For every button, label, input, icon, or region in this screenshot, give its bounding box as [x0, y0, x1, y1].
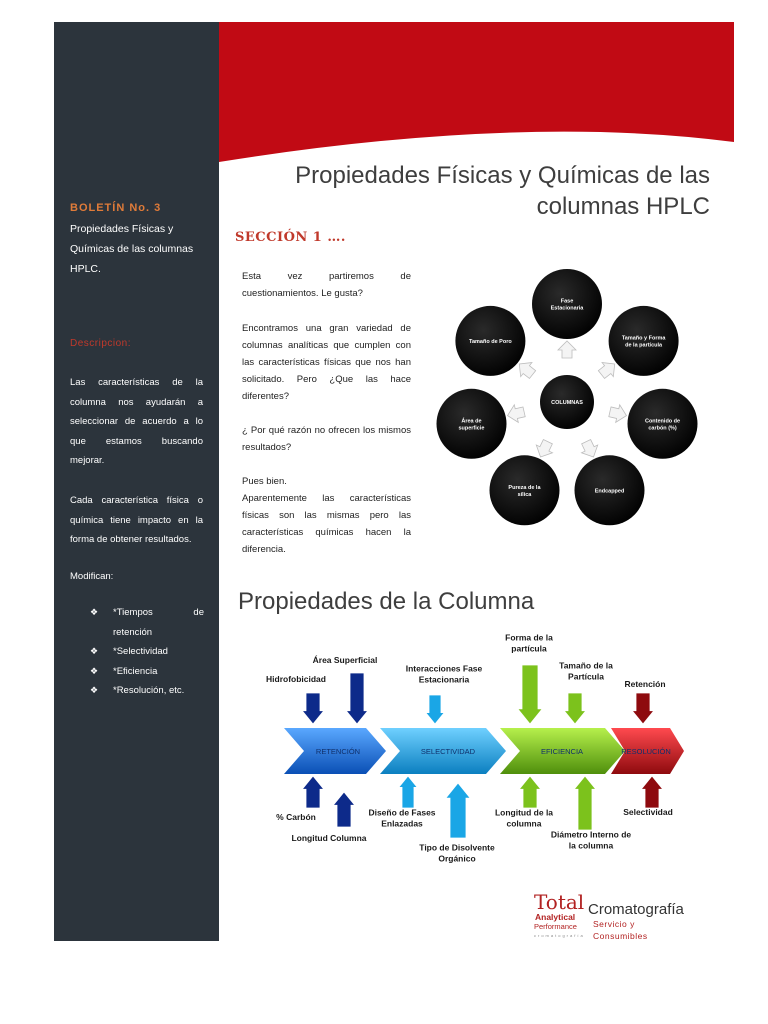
circle-arrow: [558, 341, 576, 358]
body-paragraph: Pues bien.: [242, 476, 287, 487]
logo-consumibles: Consumibles: [593, 931, 648, 941]
flow-arrow: [518, 665, 543, 724]
flow-arrow: [519, 776, 541, 808]
section-heading: SECCIÓN 1 ….: [235, 230, 346, 245]
modifican-list: [90, 603, 204, 701]
flow-bottom-label: Selectividad: [623, 807, 673, 817]
diamond-bullet-icon: ❖: [90, 607, 99, 617]
logo-servicio: Servicio y: [593, 919, 635, 929]
list-item-text: *Tiempos de retención: [113, 607, 204, 638]
flow-top-label: Retención: [624, 679, 666, 689]
flow-arrow: [346, 673, 368, 724]
flow-stage-label: SELECTIVIDAD: [420, 747, 476, 756]
bulletin-subtitle: Propiedades Físicas y Químicas de las columnas HPLC.: [70, 223, 194, 275]
intro-paragraph: Esta vez partiremos de cuestionamientos. Le gusta?: [242, 271, 411, 299]
circle-arrow: [506, 403, 527, 424]
flow-bottom-label: Diámetro Interno de la columna: [550, 829, 632, 851]
flow-bottom-label: Diseño de Fases Enlazadas: [368, 807, 436, 829]
logo-performance: Performance: [534, 922, 577, 931]
logo-tag: cromatografía: [534, 933, 585, 938]
logo-total: Total: [534, 890, 585, 914]
list-item: [90, 681, 204, 701]
property-node-label: Endcapped: [594, 488, 625, 495]
flow-arrow: [574, 776, 596, 830]
flow-top-label: Forma de la partícula: [505, 632, 553, 654]
diamond-bullet-icon: ❖: [90, 646, 99, 656]
description-heading: Descripcion:: [70, 338, 132, 349]
properties-title: Propiedades de la Columna: [238, 588, 535, 615]
flow-top-label: Área Superficial: [312, 655, 378, 665]
flow-arrow: [632, 693, 654, 724]
flow-top-label: Hidrofobicidad: [266, 674, 326, 684]
column-properties-circle-diagram: [430, 265, 720, 530]
diamond-bullet-icon: ❖: [90, 685, 99, 695]
modifican-label: Modifican:: [70, 571, 114, 582]
logo-cromatografia: Cromatografía: [588, 901, 684, 918]
flow-stage-label: RESOLUCIÓN: [621, 747, 671, 756]
flow-bottom-label: % Carbón: [276, 812, 316, 822]
flow-bottom-label: Tipo de Disolvente Orgánico: [419, 842, 495, 864]
flow-arrow: [564, 693, 586, 724]
body-paragraph: ¿ Por qué razón no ofrecen los mismos resultados?: [242, 425, 411, 453]
flow-arrow: [333, 792, 355, 827]
page-title: Propiedades Físicas y Químicas de las columnas HPLC: [295, 162, 710, 220]
property-node-label: Pureza de la sílica: [508, 484, 541, 498]
list-item: [90, 603, 204, 642]
bulletin-number: BOLETÍN No. 3: [70, 202, 162, 214]
sidebar: [54, 22, 219, 941]
list-item-text: *Resolución, etc.: [113, 685, 185, 696]
property-node-label: Tamaño y Forma de la partícula: [621, 335, 666, 349]
flow-bottom-label: Longitud Columna: [291, 833, 367, 843]
body-paragraph: Encontramos una gran variedad de columnas analíticas que cumplen con las características físicas que nos han solicitado. Pero ¿Que las hace diferentes?: [242, 323, 411, 402]
property-node-label: Fase Estacionaria: [550, 298, 584, 312]
flow-top-label: Interacciones Fase Estacionaria: [405, 663, 483, 685]
column-properties-flow-diagram: [262, 630, 702, 870]
center-node-label: COLUMNAS: [551, 400, 583, 406]
company-logo: [532, 892, 702, 944]
logo-analytical: Analytical: [535, 912, 576, 922]
header-banner: [219, 22, 734, 172]
list-item: [90, 642, 204, 662]
list-item-text: *Selectividad: [113, 646, 168, 657]
flow-arrow: [302, 693, 324, 724]
body-paragraph: Aparentemente las características físicas son las mismas pero las características químicas hacen la diferencia.: [242, 493, 411, 555]
flow-top-label: Tamaño de la Partícula: [559, 660, 613, 682]
description-paragraph-2: Cada característica física o química tiene impacto en la forma de obtener resultados.: [70, 495, 203, 545]
property-node-label: Área de superficie: [458, 418, 485, 432]
property-node-label: Tamaño de Poro: [469, 338, 512, 345]
circle-arrow: [608, 403, 629, 424]
flow-arrow: [302, 776, 324, 808]
list-item: [90, 662, 204, 682]
flow-arrow: [426, 695, 444, 724]
flow-stage-label: EFICIENCIA: [540, 747, 584, 756]
flow-bottom-label: Longitud de la columna: [494, 807, 554, 829]
flow-stage-label: RETENCIÓN: [315, 747, 361, 756]
flow-arrow: [446, 783, 471, 838]
description-paragraph-1: Las características de la columna nos ayudarán a seleccionar de acuerdo a lo que estamos buscando mejorar.: [70, 377, 203, 466]
property-node-label: Contenido de carbón (%): [644, 418, 681, 432]
flow-arrow: [641, 776, 663, 808]
list-item-text: *Eficiencia: [113, 665, 158, 677]
flow-arrow: [399, 776, 417, 808]
diamond-bullet-icon: ❖: [90, 665, 99, 676]
